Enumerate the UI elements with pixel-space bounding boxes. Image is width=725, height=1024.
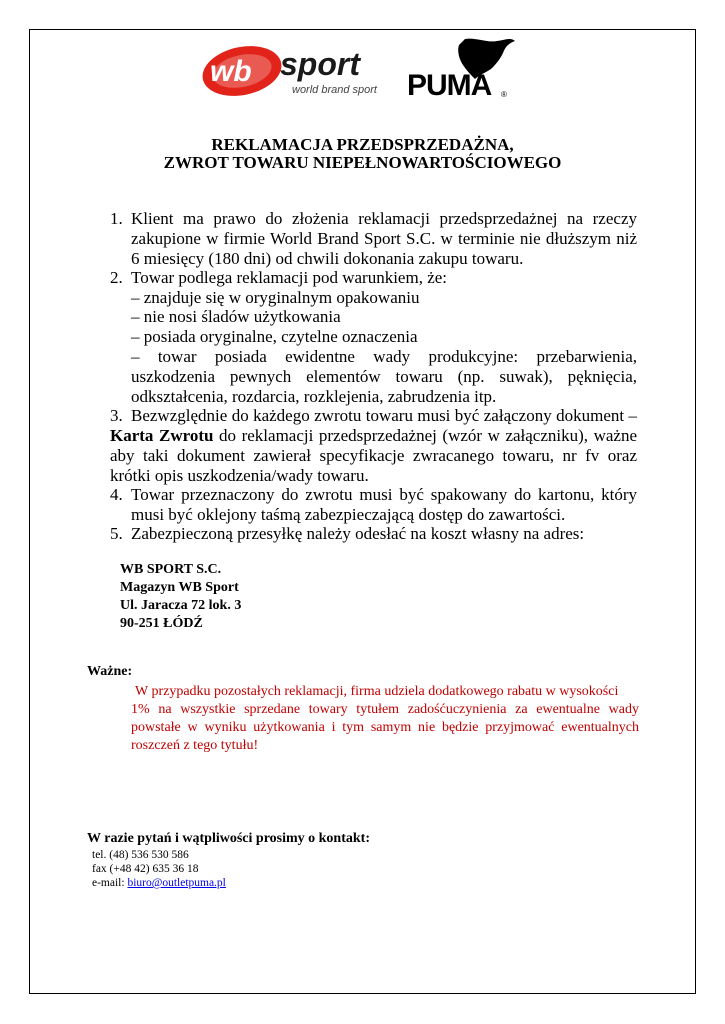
wb-tagline: world brand sport bbox=[292, 84, 377, 96]
address-line-3: Ul. Jaracza 72 lok. 3 bbox=[120, 598, 242, 613]
item-3-number: 3. bbox=[110, 406, 123, 425]
item-5-number: 5. bbox=[110, 524, 123, 543]
title-line-1: REKLAMACJA PRZEDSPRZEDAŻNA, bbox=[211, 135, 514, 154]
address-line-4: 90-251 ŁÓDŹ bbox=[120, 616, 203, 631]
puma-logo bbox=[405, 35, 520, 105]
important-line-4: roszczeń z tego tytułu! bbox=[131, 738, 259, 753]
email-link[interactable]: biuro@outletpuma.pl bbox=[127, 877, 226, 889]
item-4-line-1: Towar przeznaczony do zwrotu musi być spakowany do kartonu, który bbox=[131, 485, 637, 504]
item-1-number: 1. bbox=[110, 209, 123, 228]
registered-mark: ® bbox=[501, 90, 507, 99]
item-3-line-2 bbox=[110, 426, 637, 446]
item-2-line-2: – znajduje się w oryginalnym opakowaniu bbox=[131, 288, 420, 307]
item-2-line-3: – nie nosi śladów użytkowania bbox=[131, 307, 341, 326]
sport-wordmark: sport bbox=[280, 46, 360, 82]
address-line-2: Magazyn WB Sport bbox=[120, 580, 239, 595]
important-line-2: 1% na wszystkie sprzedane towary tytułem zadośćuczynienia za ewentualne wady bbox=[131, 702, 639, 717]
item-5-line-1: Zabezpieczoną przesyłkę należy odesłać na koszt własny na adres: bbox=[131, 524, 585, 543]
contact-tel: tel. (48) 536 530 586 bbox=[92, 849, 189, 861]
item-3-line-4: krótki opis uszkodzenia/wady towaru. bbox=[110, 466, 369, 485]
item-1-line-1 bbox=[131, 209, 637, 229]
address-line-1: WB SPORT S.C. bbox=[120, 562, 222, 577]
item-2-line-5: – towar posiada ewidentne wady produkcyjne: przebarwienia, bbox=[131, 347, 637, 366]
contact-fax: fax (+48 42) 635 36 18 bbox=[92, 863, 199, 875]
item-3-line-2-text: do reklamacji przedsprzedażnej (wzór w załączniku), ważne bbox=[219, 426, 638, 445]
karta-zwrotu-bold: Karta Zwrotu bbox=[110, 426, 214, 445]
wb-wordmark: wb bbox=[210, 55, 252, 88]
item-1-line-3: 6 miesięcy (180 dni) od chwili dokonania zakupu towaru. bbox=[131, 249, 524, 268]
item-2-number: 2. bbox=[110, 268, 123, 287]
item-2-line-4: – posiada oryginalne, czytelne oznaczenia bbox=[131, 327, 418, 346]
title-line-2: ZWROT TOWARU NIEPEŁNOWARTOŚCIOWEGO bbox=[163, 153, 562, 172]
important-line-3: powstałe w wyniku użytkowania i tym samym nie będzie przyjmować ewentualnych bbox=[131, 720, 639, 735]
item-1-line-2: zakupione w firmie World Brand Sport S.C. w terminie nie dłuższym niż bbox=[131, 229, 637, 248]
item-2-line-7: odkształcenia, rozdarcia, rozklejenia, zabrudzenia itp. bbox=[131, 387, 497, 406]
contact-email-row bbox=[92, 876, 226, 890]
important-label: Ważne: bbox=[87, 664, 133, 679]
important-line-1: W przypadku pozostałych reklamacji, firma udziela dodatkowego rabatu w wysokości bbox=[135, 684, 619, 699]
item-2-line-6: uszkodzenia pewnych elementów towaru (np. suwak), pęknięcia, bbox=[131, 367, 637, 386]
item-4-number: 4. bbox=[110, 485, 123, 504]
email-label: e-mail: bbox=[92, 877, 125, 889]
contact-title: W razie pytań i wątpliwości prosimy o kontakt: bbox=[87, 831, 370, 846]
item-1-line-1-text: Klient ma prawo do złożenia reklamacji przedsprzedażnej na rzeczy bbox=[131, 209, 637, 228]
wb-sport-logo bbox=[200, 45, 390, 101]
item-4-line-2: musi być oklejony taśmą zabezpieczającą dostęp do zawartości. bbox=[131, 505, 566, 524]
item-2-line-1: Towar podlega reklamacji pod warunkiem, że: bbox=[131, 268, 448, 287]
item-3-line-1: Bezwzględnie do każdego zwrotu towaru musi być załączony dokument – bbox=[131, 406, 637, 425]
item-3-line-3: aby taki dokument zawierał specyfikacje zwracanego towaru, nr fv oraz bbox=[110, 446, 637, 465]
puma-wordmark: PUMA bbox=[407, 69, 492, 102]
